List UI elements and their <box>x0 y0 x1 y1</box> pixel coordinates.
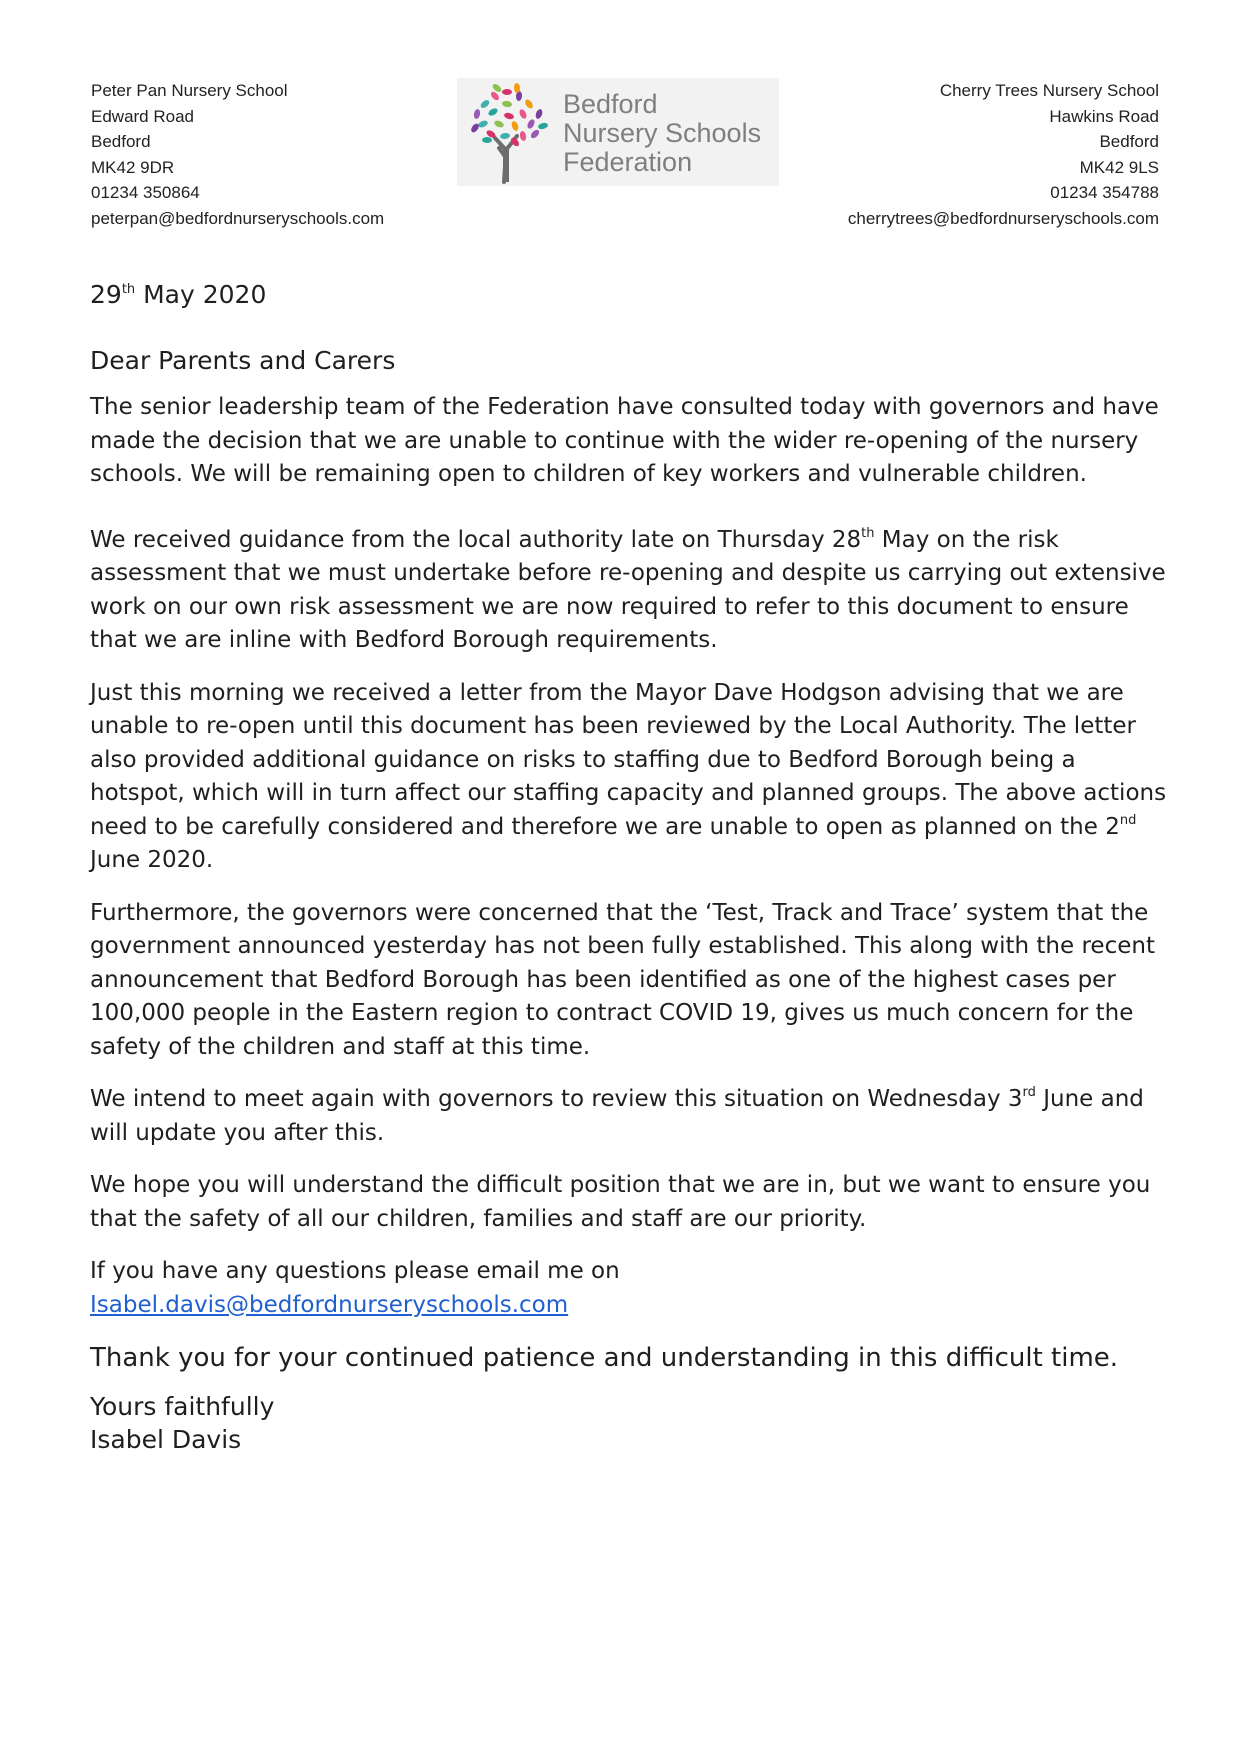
federation-logo <box>457 78 779 186</box>
signature-name: Isabel Davis <box>90 1425 242 1454</box>
address-email: cherrytrees@bedfordnurseryschools.com <box>847 208 1159 228</box>
tree-icon <box>457 78 563 186</box>
leaf-shape <box>537 122 548 130</box>
address-line: MK42 9LS <box>1079 157 1159 177</box>
signoff-text: Yours faithfully <box>90 1392 275 1421</box>
paragraph-contact <box>90 1255 1170 1322</box>
paragraph-safety: We hope you will understand the difficult position that we are in, but we want to ensure you that the safety of all our children, families and staff are our priority. <box>90 1172 1151 1232</box>
salutation: Dear Parents and Carers <box>90 345 396 375</box>
address-line: Peter Pan Nursery School <box>91 81 288 100</box>
letter-body <box>90 278 1170 1456</box>
leaf-shape <box>529 128 540 139</box>
leaf-shape <box>473 108 481 119</box>
paragraph-mayor-letter: Just this morning we received a letter from the Mayor Dave Hodgson advising that we are unable to re-open until this document has been reviewed by the Local Authority. The letter also provided additional guidance on risks to staffing due to Bedford Borough being a hotspot, which will in turn affect our staffing capacity and planned groups. The above actions need to be carefully considered and therefore we are unable to open as planned on the 2nd June 2020. <box>90 679 1167 873</box>
closing-thanks: Thank you for your continued patience and understanding in this difficult time. <box>90 1343 1119 1373</box>
address-line: Bedford <box>91 132 151 151</box>
leaf-shape <box>489 90 500 101</box>
signoff <box>90 1390 1170 1456</box>
address-line: Bedford <box>1099 132 1159 151</box>
leaf-shape <box>487 107 499 117</box>
leaf-shape <box>511 120 520 131</box>
leaf-shape <box>503 112 514 121</box>
sender-address-cherry-trees <box>848 78 1159 231</box>
leaf-shape <box>477 119 489 128</box>
sender-address-peter-pan <box>91 78 384 231</box>
address-phone: 01234 350864 <box>91 183 200 202</box>
leaf-shape <box>519 131 527 142</box>
address-line: Edward Road <box>91 106 195 126</box>
leaf-shape <box>502 89 512 95</box>
address-email: peterpan@bedfordnurseryschools.com <box>91 208 385 228</box>
contact-email-link[interactable]: Isabel.davis@bedfordnurseryschools.com <box>90 1291 569 1318</box>
leaf-shape <box>534 108 543 119</box>
leaf-shape <box>500 132 511 139</box>
address-line: MK42 9DR <box>91 157 175 177</box>
leaf-shape <box>479 99 491 110</box>
contact-text: If you have any questions please email me on <box>90 1258 620 1284</box>
logo-line-2: Nursery Schools <box>563 118 762 148</box>
leaf-shape <box>493 119 505 129</box>
letter-date: 29th May 2020 <box>90 280 267 309</box>
logo-line-3: Federation <box>563 147 693 177</box>
leaf-shape <box>524 98 535 110</box>
paragraph-test-track-trace: Furthermore, the governors were concerned that the ‘Test, Track and Trace’ system that the government announced yesterday has not been fully established. This along with the recent announcement that Bedford Borough has been identified as one of the highest cases per 100,000 people in the Eastern region to contract COVID 19, gives us much concern for the safety of the children and staff at this time. <box>90 899 1155 1060</box>
address-line: Cherry Trees Nursery School <box>939 81 1159 100</box>
leaf-shape <box>526 118 536 130</box>
logo-wordmark <box>563 90 761 177</box>
leaf-shape <box>502 100 513 107</box>
paragraph-guidance: We received guidance from the local authority late on Thursday 28th May on the risk assessment that we must undertake before re-opening and despite us carrying out extensive work on our own risk assessment we are now required to refer to this document to ensure that we are inline with Bedford Borough requirements. <box>90 525 1166 653</box>
logo-line-1: Bedford <box>563 89 658 119</box>
paragraph-decision: The senior leadership team of the Federation have consulted today with governors and have made the decision that we are unable to continue with the wider re-opening of the nursery schools. We will be remaining open to children of key workers and vulnerable children. <box>90 394 1159 487</box>
address-phone: 01234 354788 <box>1050 183 1159 202</box>
address-line: Hawkins Road <box>1049 106 1159 126</box>
paragraph-next-meeting: We intend to meet again with governors to review this situation on Wednesday 3rd June and will update you after this. <box>90 1085 1144 1146</box>
leaf-shape <box>518 108 528 120</box>
leaf-shape <box>482 137 492 143</box>
